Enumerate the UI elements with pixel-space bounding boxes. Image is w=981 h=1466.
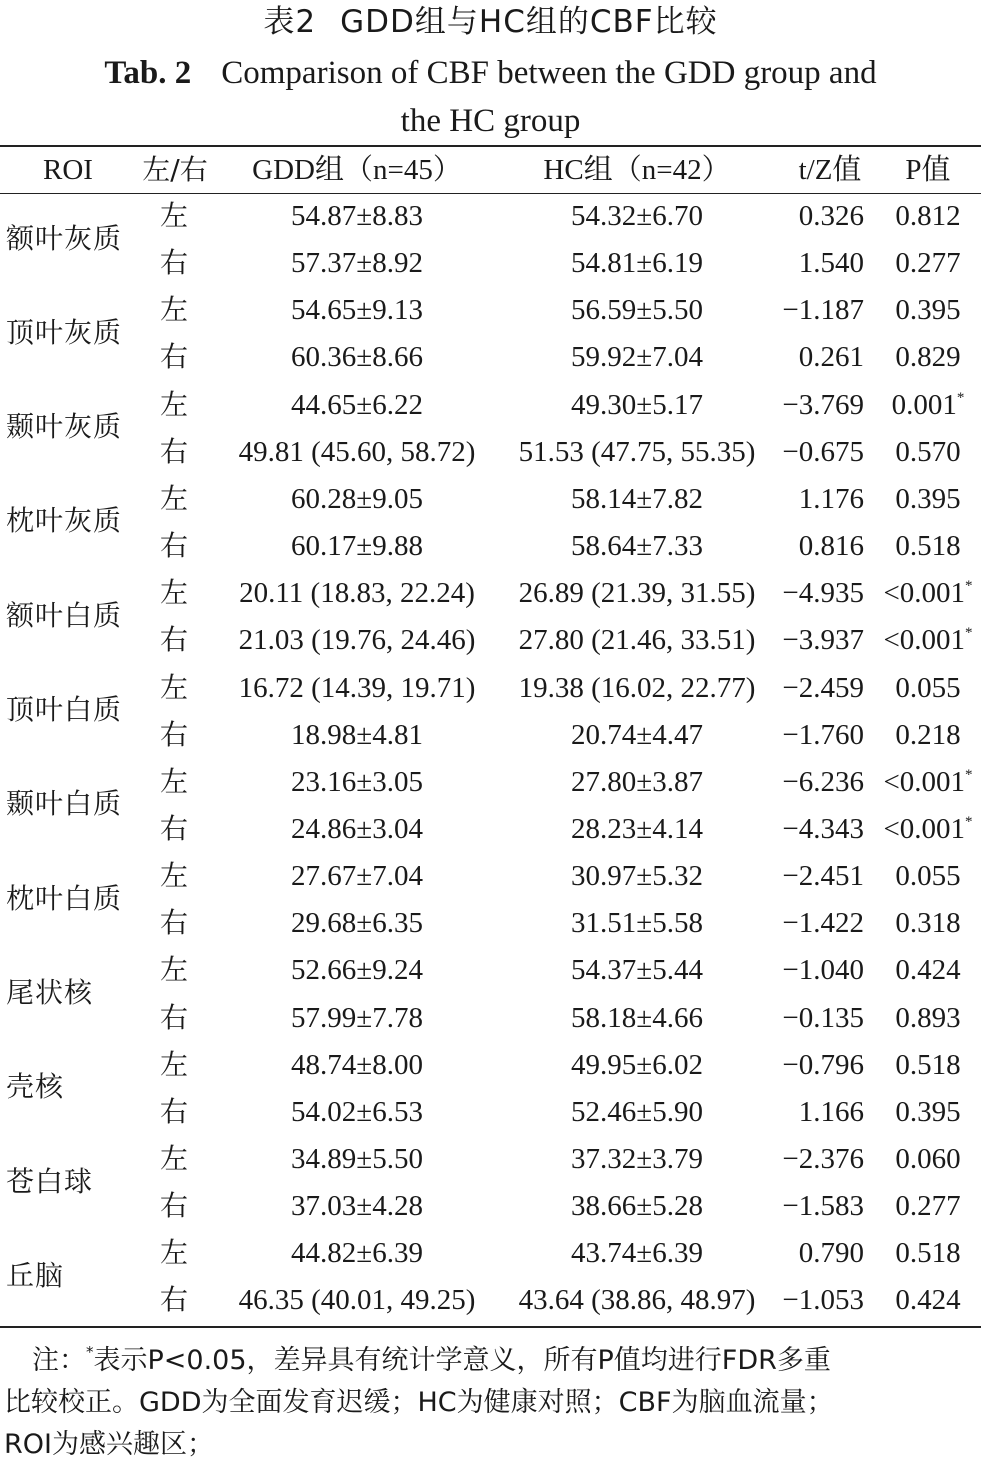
side-cell: 右 <box>160 340 189 374</box>
p-value: 0.001 <box>891 388 957 421</box>
table-footnote <box>4 1340 978 1466</box>
table-header-rule <box>0 193 981 194</box>
hc-value-cell: 43.64 (38.86, 48.97) <box>518 1284 756 1317</box>
p-value-cell <box>878 717 978 753</box>
table-number-en: Tab. 2 <box>104 55 192 91</box>
roi-name: 额叶灰质 <box>6 221 123 255</box>
significance-mark: * <box>965 766 973 783</box>
side-cell: 左 <box>160 293 189 327</box>
t-z-value-cell: −6.236 <box>782 765 864 798</box>
side-cell: 右 <box>160 1189 189 1223</box>
header-roi: ROI <box>43 154 93 186</box>
roi-name: 颞叶白质 <box>6 787 123 821</box>
side-cell: 右 <box>160 1094 189 1128</box>
p-value: 0.277 <box>895 247 961 280</box>
t-z-value-cell: −1.760 <box>782 718 864 751</box>
roi-name: 额叶白质 <box>6 598 123 632</box>
side-cell: 左 <box>160 481 189 515</box>
side-cell: 右 <box>160 529 189 563</box>
p-value-cell <box>878 575 978 611</box>
gdd-value-cell: 54.65±9.13 <box>291 294 423 327</box>
note-line2: 比较校正。GDD为全面发育迟缓；HC为健康对照；CBF为脑血流量； <box>4 1387 834 1418</box>
p-value: 0.424 <box>895 1284 961 1317</box>
t-z-value-cell: −0.796 <box>782 1048 864 1081</box>
hc-value-cell: 54.32±6.70 <box>571 200 703 232</box>
table-bottom-rule <box>0 1326 981 1328</box>
hc-value-cell: 58.18±4.66 <box>571 1001 703 1034</box>
hc-value-cell: 37.32±3.79 <box>571 1143 703 1175</box>
p-value: 0.570 <box>895 435 961 468</box>
gdd-value-cell: 27.67±7.04 <box>291 860 423 893</box>
side-cell: 左 <box>160 670 189 704</box>
gdd-value-cell: 20.11 (18.83, 22.24) <box>239 577 475 610</box>
gdd-value-cell: 23.16±3.05 <box>291 765 423 798</box>
p-value: 0.518 <box>895 1048 961 1081</box>
p-value: <0.001 <box>883 765 966 798</box>
gdd-value-cell: 60.17±9.88 <box>291 530 423 563</box>
gdd-value-cell: 44.82±6.39 <box>291 1237 423 1270</box>
side-cell: 右 <box>160 717 189 751</box>
p-value-cell <box>878 198 978 234</box>
p-value-cell <box>878 1047 978 1083</box>
hc-value-cell: 31.51±5.58 <box>571 907 703 940</box>
significance-mark: * <box>965 813 973 830</box>
hc-value-cell: 52.46±5.90 <box>571 1095 703 1128</box>
hc-value-cell: 58.64±7.33 <box>571 530 703 563</box>
side-cell: 右 <box>160 623 189 657</box>
t-z-value-cell: −1.053 <box>782 1284 864 1317</box>
t-z-value-cell: −3.937 <box>782 624 864 657</box>
t-z-value-cell: −1.422 <box>782 907 864 940</box>
gdd-value-cell: 46.35 (40.01, 49.25) <box>238 1284 476 1317</box>
p-value-cell <box>878 1188 978 1224</box>
t-z-value-cell: −0.135 <box>782 1001 864 1034</box>
hc-value-cell: 26.89 (21.39, 31.55) <box>518 577 756 610</box>
p-value: 0.395 <box>895 482 961 515</box>
hc-value-cell: 20.74±4.47 <box>571 718 703 751</box>
table-top-rule <box>0 145 981 147</box>
hc-value-cell: 49.95±6.02 <box>571 1048 703 1081</box>
gdd-value-cell: 16.72 (14.39, 19.71) <box>238 671 476 704</box>
roi-name: 顶叶灰质 <box>6 315 123 349</box>
p-value-cell <box>878 1094 978 1130</box>
p-value: 0.055 <box>895 671 961 704</box>
roi-name: 枕叶灰质 <box>6 504 123 538</box>
p-value: 0.395 <box>895 1095 961 1128</box>
t-z-value-cell: −2.459 <box>782 671 864 704</box>
t-z-value-cell: 1.176 <box>798 482 864 515</box>
p-value: <0.001 <box>883 812 966 845</box>
hc-value-cell: 54.37±5.44 <box>571 954 703 987</box>
hc-value-cell: 51.53 (47.75, 55.35) <box>518 435 756 468</box>
side-cell: 右 <box>160 246 189 280</box>
gdd-value-cell: 29.68±6.35 <box>291 907 423 940</box>
hc-value-cell: 56.59±5.50 <box>571 294 703 327</box>
gdd-value-cell: 52.66±9.24 <box>291 954 423 987</box>
p-value-cell <box>878 858 978 894</box>
side-cell: 右 <box>160 434 189 468</box>
table-title-en <box>30 49 951 145</box>
gdd-value-cell: 57.37±8.92 <box>291 247 423 280</box>
t-z-value-cell: 0.816 <box>798 530 864 563</box>
hc-value-cell: 54.81±6.19 <box>571 247 703 280</box>
gdd-value-cell: 21.03 (19.76, 24.46) <box>238 624 476 657</box>
p-value-cell <box>878 339 978 375</box>
p-value-cell <box>878 1141 978 1177</box>
side-cell: 右 <box>160 1000 189 1034</box>
significance-mark: * <box>965 578 973 595</box>
t-z-value-cell: −2.376 <box>782 1143 864 1175</box>
gdd-value-cell: 18.98±4.81 <box>291 718 423 751</box>
roi-name: 丘脑 <box>6 1258 65 1292</box>
roi-name: 尾状核 <box>6 975 94 1009</box>
note-prefix: 注： <box>32 1345 86 1376</box>
side-cell: 右 <box>160 811 189 845</box>
gdd-value-cell: 24.86±3.04 <box>291 812 423 845</box>
p-value: 0.060 <box>895 1143 961 1175</box>
t-z-value-cell: 0.790 <box>798 1237 864 1270</box>
t-z-value-cell: 1.166 <box>798 1095 864 1128</box>
note-line3: ROI为感兴趣区； <box>4 1429 214 1460</box>
hc-value-cell: 43.74±6.39 <box>571 1237 703 1270</box>
roi-name: 苍白球 <box>6 1164 94 1198</box>
p-value: 0.424 <box>895 954 961 987</box>
roi-name: 颞叶灰质 <box>6 410 123 444</box>
p-value-cell <box>878 670 978 706</box>
hc-value-cell: 27.80±3.87 <box>571 765 703 798</box>
table-title-cn-text: GDD组与HC组的CBF比较 <box>340 4 718 40</box>
hc-value-cell: 27.80 (21.46, 33.51) <box>518 624 756 657</box>
p-value: 0.395 <box>895 294 961 327</box>
t-z-value-cell: 0.326 <box>798 200 864 232</box>
p-value-cell <box>878 622 978 658</box>
hc-value-cell: 49.30±5.17 <box>571 388 703 421</box>
p-value-cell <box>878 811 978 847</box>
p-value: 0.055 <box>895 860 961 893</box>
significance-mark: * <box>956 389 965 406</box>
gdd-value-cell: 60.28±9.05 <box>291 482 423 515</box>
gdd-value-cell: 37.03±4.28 <box>291 1190 423 1223</box>
hc-value-cell: 58.14±7.82 <box>571 482 703 515</box>
p-value: 0.218 <box>895 718 961 751</box>
p-value-cell <box>878 1235 978 1271</box>
p-value-cell <box>878 764 978 800</box>
note-star: * <box>86 1343 94 1361</box>
table-title-en-line2: the HC group <box>400 103 581 139</box>
hc-value-cell: 59.92±7.04 <box>571 341 703 374</box>
side-cell: 左 <box>160 953 189 987</box>
t-z-value-cell: −0.675 <box>782 435 864 468</box>
p-value: <0.001 <box>883 577 966 610</box>
p-value: 0.812 <box>895 200 961 232</box>
header-hc: HC组（n=42） <box>543 154 731 186</box>
p-value: 0.829 <box>895 341 961 374</box>
roi-name: 顶叶白质 <box>6 693 123 727</box>
t-z-value-cell: −3.769 <box>782 388 864 421</box>
gdd-value-cell: 48.74±8.00 <box>291 1048 423 1081</box>
t-z-value-cell: 1.540 <box>798 247 864 280</box>
hc-value-cell: 38.66±5.28 <box>571 1190 703 1223</box>
hc-value-cell: 19.38 (16.02, 22.77) <box>518 671 756 704</box>
gdd-value-cell: 49.81 (45.60, 58.72) <box>238 435 476 468</box>
side-cell: 左 <box>160 1142 189 1175</box>
p-value-cell <box>878 434 978 470</box>
side-cell: 左 <box>160 199 189 232</box>
p-value: 0.893 <box>895 1001 961 1034</box>
t-z-value-cell: −1.187 <box>782 294 864 327</box>
p-value: <0.001 <box>883 624 966 657</box>
significance-mark: * <box>965 625 973 642</box>
header-p: P值 <box>905 154 951 186</box>
t-z-value-cell: −1.040 <box>782 954 864 987</box>
p-value: 0.277 <box>895 1190 961 1223</box>
p-value-cell <box>878 292 978 328</box>
p-value-cell <box>878 245 978 281</box>
p-value-cell <box>878 905 978 941</box>
gdd-value-cell: 57.99±7.78 <box>291 1001 423 1034</box>
p-value-cell <box>878 1000 978 1036</box>
t-z-value-cell: 0.261 <box>798 341 864 374</box>
side-cell: 左 <box>160 576 189 610</box>
side-cell: 左 <box>160 764 189 798</box>
t-z-value-cell: −4.343 <box>782 812 864 845</box>
t-z-value-cell: −1.583 <box>782 1190 864 1223</box>
note-line1: 表示P<0.05，差异具有统计学意义，所有P值均进行FDR多重 <box>93 1345 831 1376</box>
side-cell: 左 <box>160 387 189 421</box>
roi-name: 枕叶白质 <box>6 881 123 915</box>
hc-value-cell: 28.23±4.14 <box>571 812 703 845</box>
roi-name: 壳核 <box>6 1070 65 1104</box>
side-cell: 右 <box>160 1283 189 1317</box>
p-value-cell <box>878 1282 978 1318</box>
table-title-cn <box>0 2 981 42</box>
t-z-value-cell: −4.935 <box>782 577 864 610</box>
side-cell: 左 <box>160 1236 189 1270</box>
gdd-value-cell: 54.87±8.83 <box>291 200 423 232</box>
header-gdd: GDD组（n=45） <box>252 154 462 186</box>
header-t-z: t/Z值 <box>798 154 862 186</box>
header-side: 左/右 <box>142 153 208 186</box>
table-title-en-text: Comparison of CBF between the GDD group and <box>221 55 877 91</box>
p-value-cell <box>878 481 978 517</box>
p-value-cell <box>878 528 978 564</box>
table-title-en-line1 <box>30 49 951 97</box>
p-value: 0.518 <box>895 1237 961 1270</box>
gdd-value-cell: 34.89±5.50 <box>291 1143 423 1175</box>
table-number-cn: 表2 <box>263 4 317 40</box>
p-value: 0.518 <box>895 530 961 563</box>
gdd-value-cell: 44.65±6.22 <box>291 388 423 421</box>
p-value-cell <box>878 952 978 988</box>
side-cell: 左 <box>160 1047 189 1081</box>
hc-value-cell: 30.97±5.32 <box>571 860 703 893</box>
side-cell: 左 <box>160 859 189 893</box>
side-cell: 右 <box>160 906 189 940</box>
p-value: 0.318 <box>895 907 961 940</box>
gdd-value-cell: 54.02±6.53 <box>291 1095 423 1128</box>
gdd-value-cell: 60.36±8.66 <box>291 341 423 374</box>
t-z-value-cell: −2.451 <box>782 860 864 893</box>
p-value-cell <box>878 387 978 423</box>
